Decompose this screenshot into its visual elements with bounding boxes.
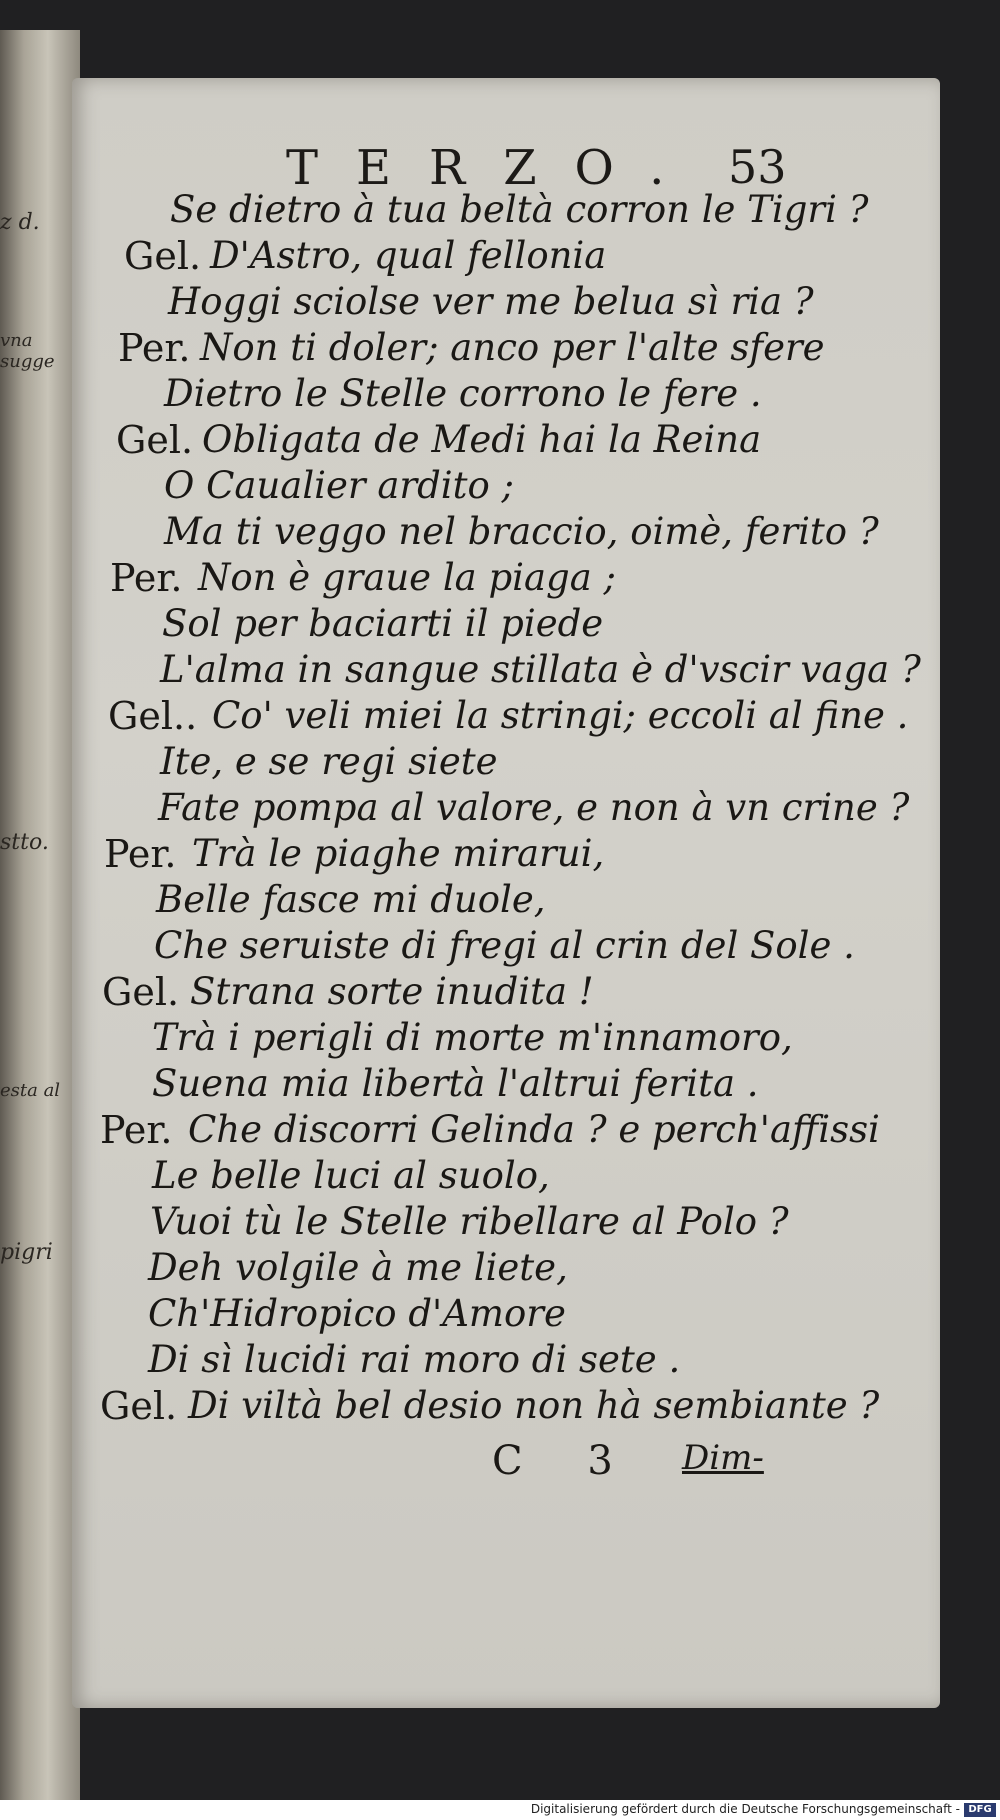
running-head: TERZO. [286, 140, 703, 196]
speaker-label: Per. [110, 556, 183, 600]
verse-text: Le belle luci al suolo, [152, 1154, 550, 1197]
verse-text: Fate pompa al valore, e non à vn crine ? [158, 786, 910, 829]
verse-text: Belle fasce mi duole, [156, 878, 546, 921]
verse-text: Di viltà bel desio non hà sembiante ? [188, 1384, 880, 1427]
verse-text: D'Astro, qual fellonia [210, 234, 607, 277]
credit-bar [0, 1800, 1000, 1820]
margin-fragment: z d. [0, 210, 40, 235]
verse-text: Vuoi tù le Stelle ribellare al Polo ? [150, 1200, 789, 1243]
verse-text: Dietro le Stelle corrono le fere . [164, 372, 762, 415]
verse-text: Ma ti veggo nel braccio, oimè, ferito ? [164, 510, 879, 553]
speaker-label: Per. [100, 1108, 173, 1152]
verse-text: Deh volgile à me liete, [148, 1246, 568, 1289]
speaker-label: Gel. [124, 234, 202, 278]
page-footer [72, 1438, 940, 1488]
verse-text: Di sì lucidi rai moro di sete . [148, 1338, 681, 1381]
verse-text: Non è graue la piaga ; [198, 556, 617, 599]
verse-text: Se dietro à tua beltà corron le Tigri ? [170, 188, 869, 231]
speaker-label: Per. [118, 326, 191, 370]
verse-text: Trà i perigli di morte m'innamoro, [152, 1016, 793, 1059]
verse-text: O Caualier ardito ; [164, 464, 515, 507]
verse-text: Non ti doler; anco per l'alte sfere [200, 326, 825, 369]
speaker-label: Gel.. [108, 694, 198, 738]
facing-page-edge [0, 30, 80, 1800]
digitization-credit: Digitalisierung gefördert durch die Deutsche Forschungsgemeinschaft - [530, 1802, 960, 1816]
verse-text: Che discorri Gelinda ? e perch'affissi [188, 1108, 880, 1151]
speaker-label: Per. [104, 832, 177, 876]
speaker-label: Gel. [100, 1384, 178, 1428]
verse-text: Obligata de Medi hai la Reina [202, 418, 762, 461]
margin-fragment: esta al [0, 1080, 61, 1101]
verse-text: Ite, e se regi siete [160, 740, 498, 783]
verse-text: Sol per baciarti il piede [162, 602, 604, 645]
verse-text: Co' veli miei la stringi; eccoli al fine . [212, 694, 909, 737]
dfg-logo-icon: DFG [964, 1803, 996, 1817]
speaker-label: Gel. [116, 418, 194, 462]
verse-text: Che seruiste di fregi al crin del Sole . [154, 924, 855, 967]
verse-text: Suena mia libertà l'altrui ferita . [152, 1062, 759, 1105]
verse-text: Trà le piaghe mirarui, [192, 832, 605, 875]
verse-text: Ch'Hidropico d'Amore [148, 1292, 566, 1335]
margin-fragment: pigri [0, 1240, 53, 1265]
verse-text: Strana sorte inudita ! [190, 970, 594, 1013]
margin-fragment: vna sugge [0, 330, 55, 372]
catchword: Dim- [682, 1438, 764, 1478]
book-page [72, 78, 940, 1708]
speaker-label: Gel. [102, 970, 180, 1014]
page-number: 53 [728, 140, 787, 194]
signature-mark: C 3 [492, 1438, 639, 1484]
verse-text: Hoggi sciolse ver me belua sì ria ? [168, 280, 814, 323]
verse-text: L'alma in sangue stillata è d'vscir vaga ? [160, 648, 921, 691]
margin-fragment: stto. [0, 830, 49, 855]
